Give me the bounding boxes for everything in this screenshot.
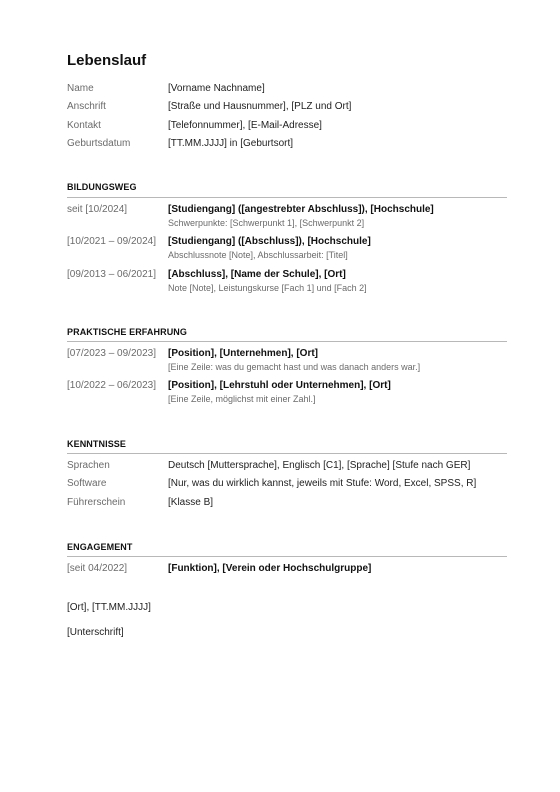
entry-title: [Studiengang] ([angestrebter Abschluss]), [Hochschule] bbox=[168, 204, 434, 215]
personal-label: Anschrift bbox=[67, 101, 106, 112]
entry-date: [10/2021 – 09/2024] bbox=[67, 236, 156, 247]
section-heading-engagement: ENGAGEMENT bbox=[67, 542, 133, 552]
entry-title: [Funktion], [Verein oder Hochschulgruppe] bbox=[168, 563, 372, 574]
skill-label: Software bbox=[67, 478, 107, 489]
section-divider bbox=[67, 556, 507, 557]
section-heading-skills: KENNTNISSE bbox=[67, 439, 127, 449]
entry-title: [Abschluss], [Name der Schule], [Ort] bbox=[168, 269, 346, 280]
page-title: Lebenslauf bbox=[67, 52, 147, 69]
signature: [Unterschrift] bbox=[67, 627, 124, 638]
skill-value: [Nur, was du wirklich kannst, jeweils mit Stufe: Word, Excel, SPSS, R] bbox=[168, 478, 477, 489]
section-divider bbox=[67, 453, 507, 454]
personal-value: [TT.MM.JJJJ] in [Geburtsort] bbox=[168, 138, 294, 149]
skill-label: Sprachen bbox=[67, 460, 110, 471]
personal-value: [Telefonnummer], [E-Mail-Adresse] bbox=[168, 120, 322, 131]
skill-value: [Klasse B] bbox=[168, 497, 214, 508]
entry-title: [Position], [Lehrstuhl oder Unternehmen], [Ort] bbox=[168, 380, 391, 391]
skill-label: Führerschein bbox=[67, 497, 126, 508]
personal-value: [Straße und Hausnummer], [PLZ und Ort] bbox=[168, 101, 352, 112]
personal-label: Name bbox=[67, 83, 94, 94]
entry-detail: Schwerpunkte: [Schwerpunkt 1], [Schwerpunkt 2] bbox=[168, 218, 365, 228]
entry-date: [seit 04/2022] bbox=[67, 563, 128, 574]
entry-date: [10/2022 – 06/2023] bbox=[67, 380, 156, 391]
entry-date: seit [10/2024] bbox=[67, 204, 128, 215]
entry-detail: [Eine Zeile: was du gemacht hast und was danach anders war.] bbox=[168, 362, 421, 372]
entry-detail: [Eine Zeile, möglichst mit einer Zahl.] bbox=[168, 394, 316, 404]
entry-date: [09/2013 – 06/2021] bbox=[67, 269, 156, 280]
entry-title: [Studiengang] ([Abschluss]), [Hochschule] bbox=[168, 236, 371, 247]
entry-title: [Position], [Unternehmen], [Ort] bbox=[168, 348, 318, 359]
section-divider bbox=[67, 341, 507, 342]
personal-value: [Vorname Nachname] bbox=[168, 83, 265, 94]
entry-detail: Abschlussnote [Note], Abschlussarbeit: [Titel] bbox=[168, 250, 348, 260]
personal-label: Geburtsdatum bbox=[67, 138, 131, 149]
section-heading-education: BILDUNGSWEG bbox=[67, 182, 137, 192]
personal-label: Kontakt bbox=[67, 120, 101, 131]
section-heading-experience: PRAKTISCHE ERFAHRUNG bbox=[67, 327, 188, 337]
section-divider bbox=[67, 197, 507, 198]
skill-value: Deutsch [Muttersprache], Englisch [C1], [Sprache] [Stufe nach GER] bbox=[168, 460, 471, 471]
entry-detail: Note [Note], Leistungskurse [Fach 1] und [Fach 2] bbox=[168, 283, 367, 293]
entry-date: [07/2023 – 09/2023] bbox=[67, 348, 156, 359]
place-date: [Ort], [TT.MM.JJJJ] bbox=[67, 602, 151, 613]
